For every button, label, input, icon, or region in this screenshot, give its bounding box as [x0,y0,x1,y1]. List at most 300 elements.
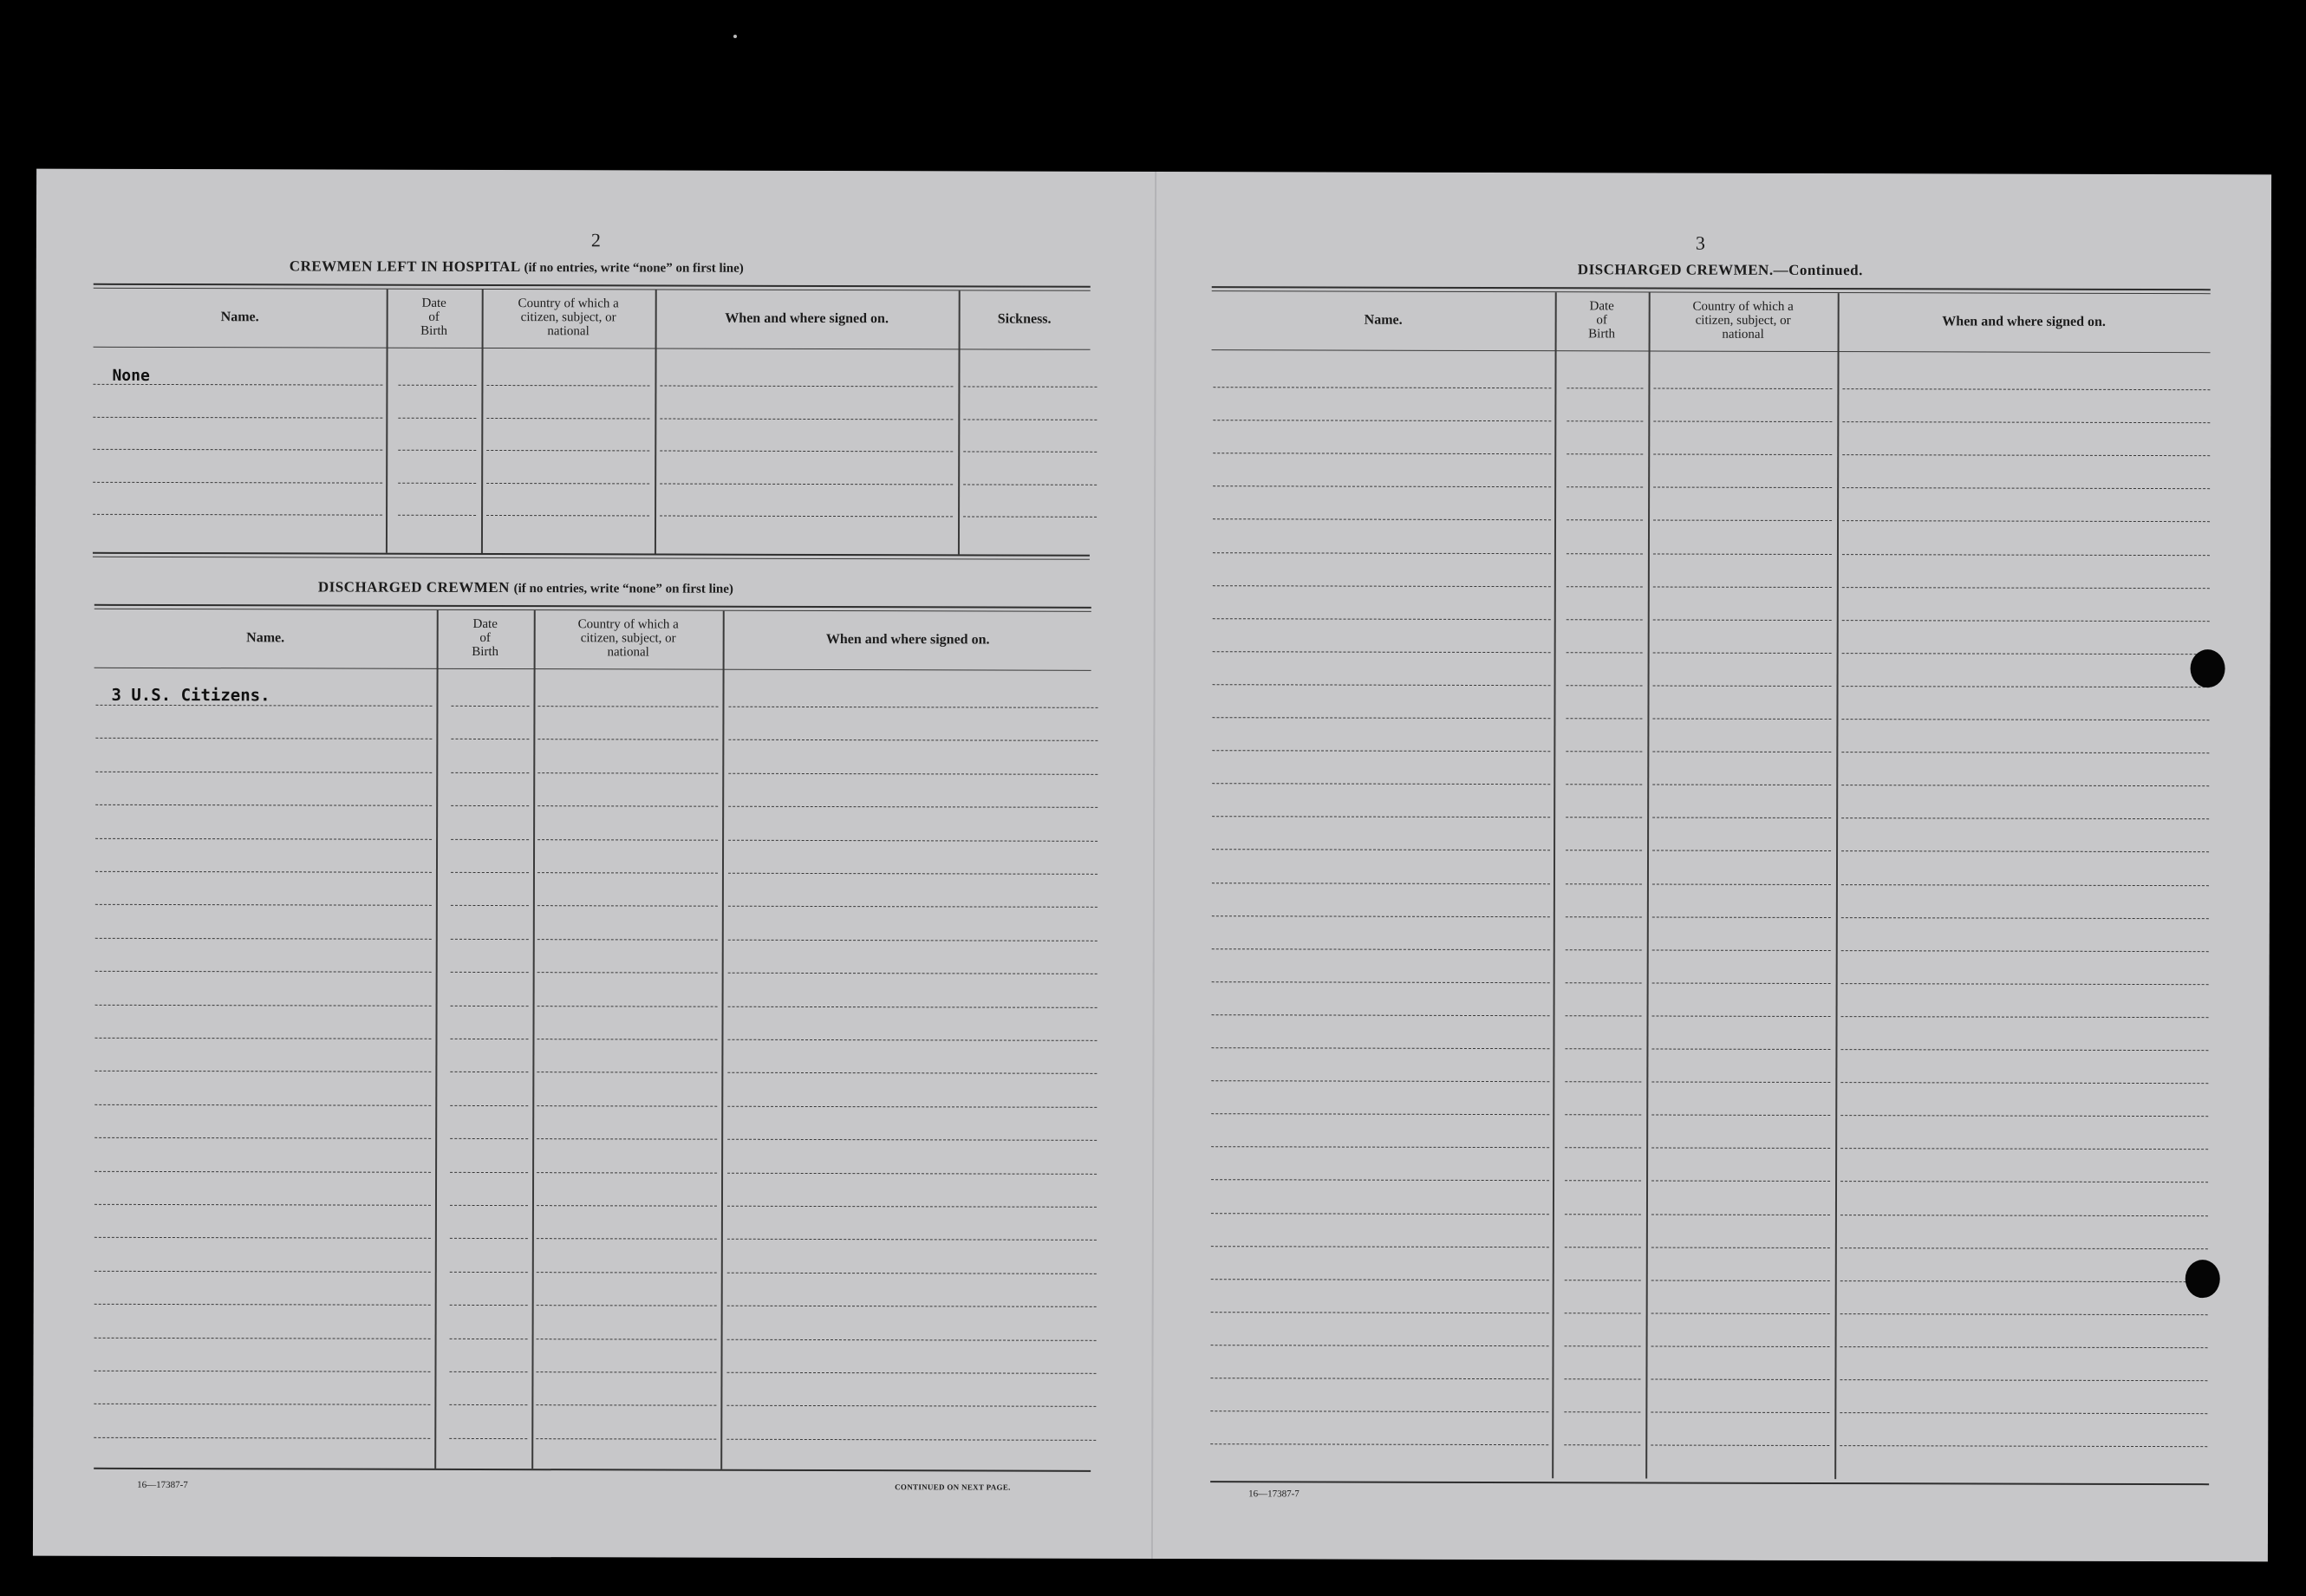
ruled-line [1651,1445,1829,1447]
ruled-line [1211,1312,1549,1313]
ruled-line [1652,916,1831,918]
ruled-line [660,451,953,453]
right-section-title: DISCHARGED CREWMEN.—Continued. [1577,261,1863,279]
ruled-line [1213,519,1551,521]
ruled-line [94,1104,431,1106]
ruled-line [1564,1444,1640,1445]
ruled-line [1567,685,1643,686]
ruled-line [537,872,718,874]
ruled-line [486,385,649,386]
ruled-line [1565,1214,1641,1215]
ruled-line [1567,553,1643,554]
ruled-line [1841,818,2209,819]
ruled-line [1212,915,1550,917]
ruled-line [727,1039,1097,1041]
col-header-dob [387,296,482,338]
ruled-line [660,516,953,518]
ruled-line [963,419,1097,420]
ruled-line [1212,850,1550,851]
punch-hole [2191,649,2225,687]
col-header-dob [437,617,534,659]
ruled-line [1653,421,1832,423]
right-dashed-rows [1163,172,2271,174]
col-header-country [482,296,655,339]
hospital-dashed-rows [36,169,1163,172]
ruled-line [963,386,1097,387]
ruled-line [1567,586,1643,587]
ruled-line [1213,420,1551,421]
ruled-line [1212,783,1550,785]
ruled-line [1653,652,1832,654]
col-header-country [534,617,723,660]
ruled-line [1652,785,1831,786]
ruled-line [1842,421,2210,423]
ruled-line [486,515,649,516]
ruled-line [1840,1181,2208,1182]
header-line: citizen, subject, or [580,631,676,646]
ruled-line [1840,1215,2208,1216]
ruled-line [95,805,432,806]
col-header-name: Name. [220,309,259,325]
ruled-line [1651,1379,1829,1381]
ruled-line [963,484,1097,485]
col-header-country [1649,299,1838,342]
ruled-line [1842,487,2210,489]
ruled-line [95,772,432,773]
ruled-line [1840,1346,2208,1348]
ruled-line [1211,1080,1549,1082]
ruled-line [95,1004,432,1006]
ruled-line [536,1405,716,1407]
ruled-line [1212,816,1550,818]
ruled-line [1567,619,1643,620]
ruled-line [537,939,718,941]
ruled-line [537,1138,717,1140]
ruled-line [1567,487,1643,488]
ruled-line [451,905,529,906]
ruled-line [727,1206,1097,1208]
hospital-entry: None [112,366,150,385]
ruled-line [1567,453,1643,454]
ruled-line [537,706,718,707]
discharged-section-title [318,578,733,596]
ruled-line [94,1371,430,1372]
hospital-section-title [290,257,744,276]
ruled-line [726,1405,1096,1407]
col-header-dob [1555,299,1649,341]
ruled-line [1840,1313,2208,1315]
ruled-line [95,938,432,940]
ruled-line [1212,1014,1550,1016]
ruled-line [1841,983,2209,985]
header-line: Birth [420,323,448,338]
ruled-line [1653,454,1832,456]
ruled-line [398,417,476,418]
header-line: national [1722,327,1764,342]
ruled-line [450,1105,528,1106]
ruled-line [1842,554,2210,556]
ruled-line [451,939,529,940]
header-line: Date [1589,299,1614,314]
header-line: Country of which a [518,296,619,311]
ruled-line [450,1205,528,1206]
ruled-line [1210,1443,1548,1445]
rule [1212,286,2211,290]
ruled-line [450,1338,528,1339]
ruled-line [94,1170,431,1172]
document-sheet [33,169,2271,1562]
header-line: Birth [472,644,499,660]
ruled-line [728,906,1098,908]
ruled-line [451,838,529,839]
ruled-line [1842,520,2210,522]
ruled-line [537,739,718,741]
ruled-line [95,904,432,906]
ruled-line [1565,1148,1641,1149]
ruled-line [94,1404,430,1405]
ruled-line [94,1437,430,1439]
ruled-line [728,973,1098,974]
ruled-line [1211,1213,1549,1215]
ruled-line [95,837,432,839]
ruled-line [1212,981,1550,983]
col-header-sickness: Sickness. [997,311,1052,327]
ruled-line [1566,949,1642,950]
ruled-line [1565,1048,1641,1049]
ruled-line [449,1438,527,1439]
right-page [1160,172,2271,1561]
rule [94,288,1091,291]
col-header-name: Name. [246,630,285,646]
page-number: 2 [590,229,601,251]
rule [94,347,1091,350]
ruled-line [94,1304,431,1306]
form-number: 16—17387-7 [137,1479,188,1491]
ruled-line [1651,1247,1830,1248]
ruled-line [537,1039,717,1040]
ruled-line [451,706,529,707]
ruled-line [1564,1411,1640,1412]
ruled-line [1842,587,2210,589]
form-number: 16—17387-7 [1248,1489,1300,1500]
hospital-title-text: CREWMEN LEFT IN HOSPITAL [289,257,520,276]
header-line: national [547,324,590,339]
header-line: of [428,309,440,324]
ruled-line [1211,1146,1549,1148]
ruled-line [1651,1181,1830,1182]
col-header-signed: When and where signed on. [825,632,990,648]
column-divider [434,610,438,1469]
header-line: Date [421,296,446,310]
ruled-line [486,482,649,483]
ruled-line [1652,949,1831,951]
ruled-line [537,1339,717,1340]
ruled-line [93,449,382,451]
ruled-line [1840,1412,2207,1414]
ruled-line [1565,1345,1641,1346]
rule [94,668,1091,671]
ruled-line [1842,653,2210,655]
ruled-line [1651,1082,1830,1084]
ruled-line [450,1138,528,1139]
ruled-line [1653,388,1832,390]
ruled-line [727,1172,1097,1174]
ruled-line [1213,453,1551,454]
ruled-line [1210,1378,1548,1379]
ruled-line [537,1272,717,1274]
ruled-line [1652,1015,1831,1017]
header-line: of [1596,313,1607,328]
ruled-line [727,1139,1097,1141]
ruled-line [1841,917,2209,919]
ruled-line [1566,982,1642,983]
ruled-line [963,516,1097,517]
ruled-line [728,940,1098,941]
col-header-signed: When and where signed on. [1942,314,2106,329]
ruled-line [1566,784,1642,785]
header-line: Date [472,616,498,632]
header-line: citizen, subject, or [520,310,616,325]
ruled-line [1566,718,1642,719]
ruled-line [728,806,1098,808]
ruled-line [1840,1148,2208,1150]
ruled-line [1840,1280,2208,1282]
ruled-line [1651,1412,1829,1414]
header-line: Birth [1588,327,1616,342]
ruled-line [1653,520,1832,522]
ruled-line [1213,618,1551,620]
col-header-name: Name. [1364,312,1403,328]
ruled-line [537,1239,717,1241]
ruled-line [727,1239,1097,1241]
ruled-line [1840,1082,2208,1084]
ruled-line [1566,850,1642,851]
rule [94,1468,1091,1472]
ruled-line [449,1371,527,1372]
ruled-line [1651,1345,1830,1347]
ruled-line [1840,1049,2208,1051]
ruled-line [94,1237,431,1239]
ruled-line [726,1439,1096,1441]
ruled-line [727,1339,1097,1340]
ruled-line [1566,883,1642,884]
ruled-line [1651,1115,1830,1117]
header-line: Country of which a [577,617,679,632]
ruled-line [728,873,1098,875]
ruled-line [537,1006,718,1007]
ruled-line [93,514,382,516]
ruled-line [1565,1181,1641,1182]
discharged-entry: 3 U.S. Citizens. [111,685,270,706]
ruled-line [537,839,718,841]
ruled-line [726,1372,1096,1374]
ruled-line [1213,684,1551,686]
ruled-line [1842,388,2210,390]
ruled-line [451,872,529,873]
ruled-line [1841,884,2209,886]
ruled-line [1566,1015,1642,1016]
continued-note: CONTINUED ON NEXT PAGE. [895,1482,1011,1492]
ruled-line [1840,1247,2208,1249]
ruled-line [1213,387,1551,388]
ruled-line [1651,1313,1830,1314]
ruled-line [449,1404,527,1405]
ruled-line [1565,1081,1641,1082]
ruled-line [398,385,476,386]
left-page [33,169,1163,1559]
ruled-line [536,1438,716,1440]
ruled-line [1841,785,2209,786]
ruled-line [1652,850,1831,852]
ruled-line [1651,1280,1830,1281]
ruled-line [1652,752,1831,753]
ruled-line [1212,717,1550,719]
ruled-line [398,482,476,483]
ruled-line [1653,685,1832,687]
ruled-line [1841,1016,2209,1018]
ruled-line [450,1272,528,1273]
ruled-line [1841,950,2209,952]
ruled-line [1213,552,1551,554]
ruled-line [94,1071,431,1072]
ruled-line [1841,850,2209,852]
ruled-line [727,1273,1097,1274]
ruled-line [728,707,1098,708]
ruled-line [398,450,476,451]
ruled-line [1211,1279,1549,1280]
ruled-line [94,1271,431,1273]
hospital-title-instruction: (if no entries, write “none” on first line) [524,261,744,276]
column-divider [1552,292,1556,1478]
ruled-line [1652,719,1831,720]
ruled-line [537,1072,717,1074]
ruled-line [451,772,529,773]
ruled-line [1211,1180,1549,1182]
ruled-line [451,972,529,973]
column-divider [1834,293,1839,1479]
column-divider [531,610,535,1469]
ruled-line [1653,619,1832,621]
ruled-line [1567,652,1643,653]
ruled-line [1567,520,1643,521]
ruled-line [537,772,718,774]
ruled-line [1653,487,1832,489]
ruled-line [537,1205,717,1207]
ruled-line [486,417,649,418]
ruled-line [95,971,432,973]
ruled-line [450,1238,528,1239]
ruled-line [1652,982,1831,984]
ruled-line [451,1005,529,1006]
ruled-line [94,1137,431,1139]
ruled-line [1564,1378,1640,1379]
ruled-line [1211,1113,1549,1115]
ruled-line [537,805,718,807]
ruled-line [94,1337,431,1339]
ruled-line [94,1204,431,1206]
ruled-line [1651,1049,1830,1051]
ruled-line [537,906,718,908]
discharged-title-text: DISCHARGED CREWMEN [317,578,510,596]
rule [94,604,1091,609]
ruled-line [1567,420,1643,421]
rule [94,283,1091,288]
ruled-line [1212,948,1550,950]
ruled-line [660,418,953,420]
column-divider [958,290,960,554]
dust-speck [733,35,737,38]
header-line: citizen, subject, or [1695,313,1791,328]
header-line: Country of which a [1692,299,1794,314]
ruled-line [1842,686,2210,687]
ruled-line [660,483,953,485]
ruled-line [1213,585,1551,587]
ruled-line [1841,752,2209,753]
ruled-line [95,871,432,873]
ruled-line [1211,1345,1549,1346]
ruled-line [728,739,1098,741]
rule [1210,1481,2209,1485]
ruled-line [95,738,432,739]
col-header-signed: When and where signed on. [725,310,889,327]
ruled-line [1212,883,1550,884]
ruled-line [728,839,1098,841]
ruled-line [727,1106,1097,1108]
ruled-line [1652,818,1831,819]
ruled-line [727,1306,1097,1307]
rule [1212,349,2211,353]
ruled-line [1651,1148,1830,1150]
header-line: of [479,630,491,646]
ruled-line [450,1305,528,1306]
rule [93,552,1090,557]
ruled-line [1211,1047,1549,1049]
discharged-title-instruction: (if no entries, write “none” on first line) [513,582,733,596]
ruled-line [1652,883,1831,885]
rule [94,609,1091,612]
ruled-line [1566,751,1642,752]
ruled-line [1213,651,1551,653]
rule [93,557,1090,560]
ruled-line [93,481,382,483]
ruled-line [1841,719,2209,720]
header-line: national [607,645,649,660]
ruled-line [486,450,649,451]
column-divider [1645,292,1650,1478]
ruled-line [1651,1214,1830,1215]
ruled-line [1565,1114,1641,1115]
ruled-line [1840,1115,2208,1117]
ruled-line [537,1105,717,1107]
ruled-line [728,773,1098,775]
ruled-line [450,1171,528,1172]
ruled-line [1653,553,1832,555]
ruled-line [1840,1379,2207,1381]
ruled-line [537,1305,717,1306]
ruled-line [1842,620,2210,622]
ruled-line [1653,586,1832,588]
ruled-line [398,515,476,516]
punch-hole [2185,1260,2220,1298]
ruled-line [727,1072,1097,1074]
ruled-line [728,1006,1098,1007]
ruled-line [451,805,529,806]
ruled-line [1212,750,1550,752]
rule [1212,290,2211,294]
ruled-line [93,416,382,418]
ruled-line [537,1172,717,1174]
discharged-dashed-rows [36,169,1163,172]
